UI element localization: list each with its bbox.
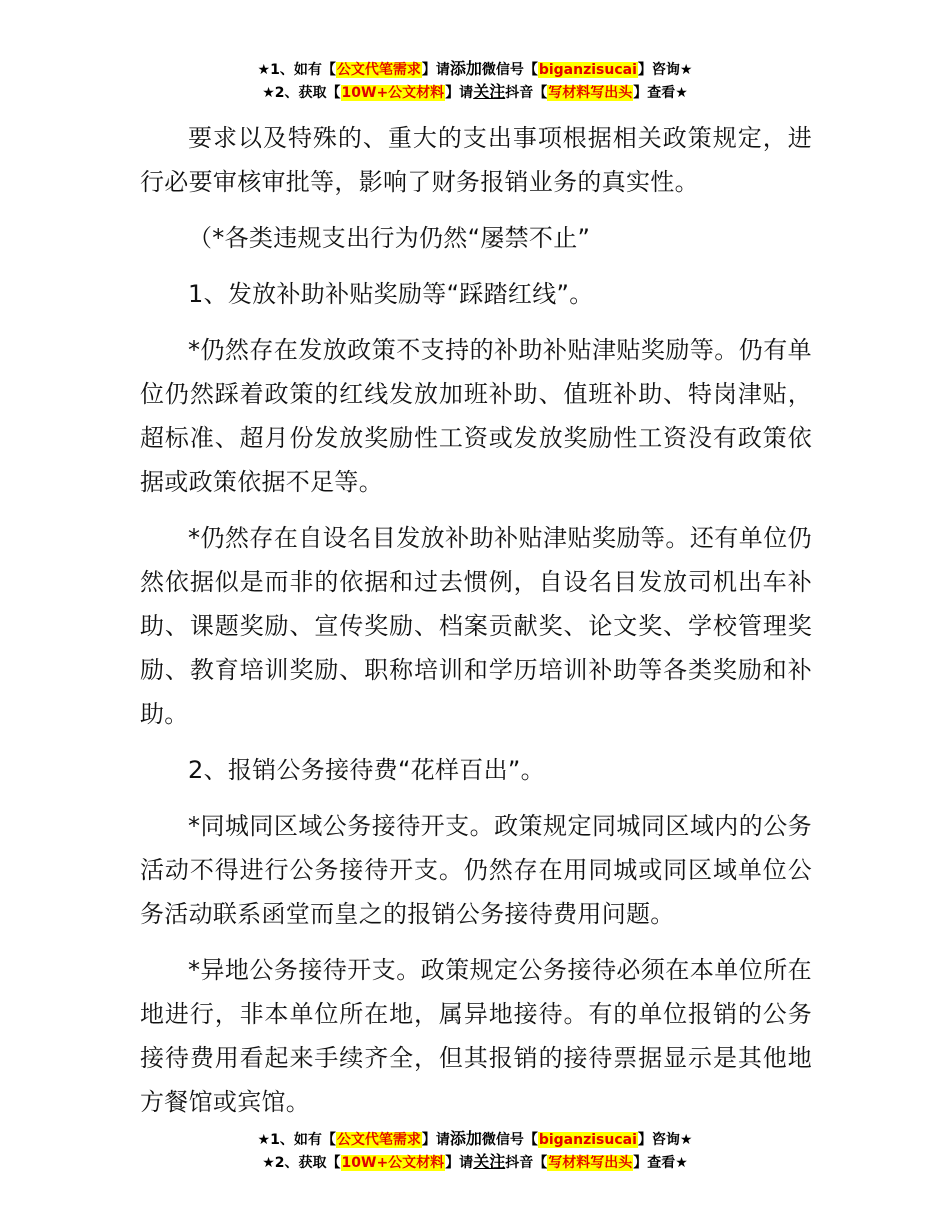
banner-line-1: ★1、如有【公文代笔需求】请添加微信号【biganzisucai】咨询★ [257, 1129, 693, 1148]
paragraph: *同城同区域公务接待开支。政策规定同城同区域内的公务活动不得进行公务接待开支。仍然存在用同城或同区域单位公务活动联系函堂而皇之的报销公务接待费用问题。 [140, 812, 812, 928]
footer-banner [0, 1128, 950, 1174]
highlight-douyin-id: 写材料写出头 [548, 1155, 633, 1171]
highlight-materials: 10W+公文材料 [341, 85, 445, 101]
highlight-wechat-id: biganzisucai [538, 1132, 637, 1148]
banner-line-1: ★1、如有【公文代笔需求】请添加微信号【biganzisucai】咨询★ [257, 59, 693, 78]
section-heading: （*各类违规支出行为仍然“屡禁不止” [188, 224, 591, 252]
highlight-wechat-id: biganzisucai [538, 62, 637, 78]
paragraph: *仍然存在发放政策不支持的补助补贴津贴奖励等。仍有单位仍然踩着政策的红线发放加班补助、值班补助、特岗津贴，超标准、超月份发放奖励性工资或发放奖励性工资没有政策依据或政策依据不足等。 [140, 336, 812, 496]
banner-line-2: ★2、获取【10W+公文材料】请关注抖音【写材料写出头】查看★ [262, 82, 688, 101]
document-body [140, 116, 812, 1136]
paragraph: *异地公务接待开支。政策规定公务接待必须在本单位所在地进行，非本单位所在地，属异地接待。有的单位报销的公务接待费用看起来手续齐全，但其报销的接待票据显示是其他地方餐馆或宾馆。 [140, 956, 812, 1116]
highlight-service: 公文代笔需求 [336, 1132, 421, 1148]
paragraph: *仍然存在自设名目发放补助补贴津贴奖励等。还有单位仍然依据似是而非的依据和过去惯例，自设名目发放司机出车补助、课题奖励、宣传奖励、档案贡献奖、论文奖、学校管理奖励、教育培训奖励、职称培训和学历培训补助等各类奖励和补助。 [140, 524, 812, 728]
header-banner [0, 58, 950, 104]
subsection-heading: 1、发放补助补贴奖励等“踩踏红线”。 [188, 280, 594, 308]
highlight-douyin-id: 写材料写出头 [548, 85, 633, 101]
banner-line-2: ★2、获取【10W+公文材料】请关注抖音【写材料写出头】查看★ [262, 1152, 688, 1171]
subsection-heading: 2、报销公务接待费“花样百出”。 [188, 756, 545, 784]
highlight-service: 公文代笔需求 [336, 62, 421, 78]
paragraph: 要求以及特殊的、重大的支出事项根据相关政策规定，进行必要审核审批等，影响了财务报销业务的真实性。 [140, 124, 812, 196]
highlight-materials: 10W+公文材料 [341, 1155, 445, 1171]
